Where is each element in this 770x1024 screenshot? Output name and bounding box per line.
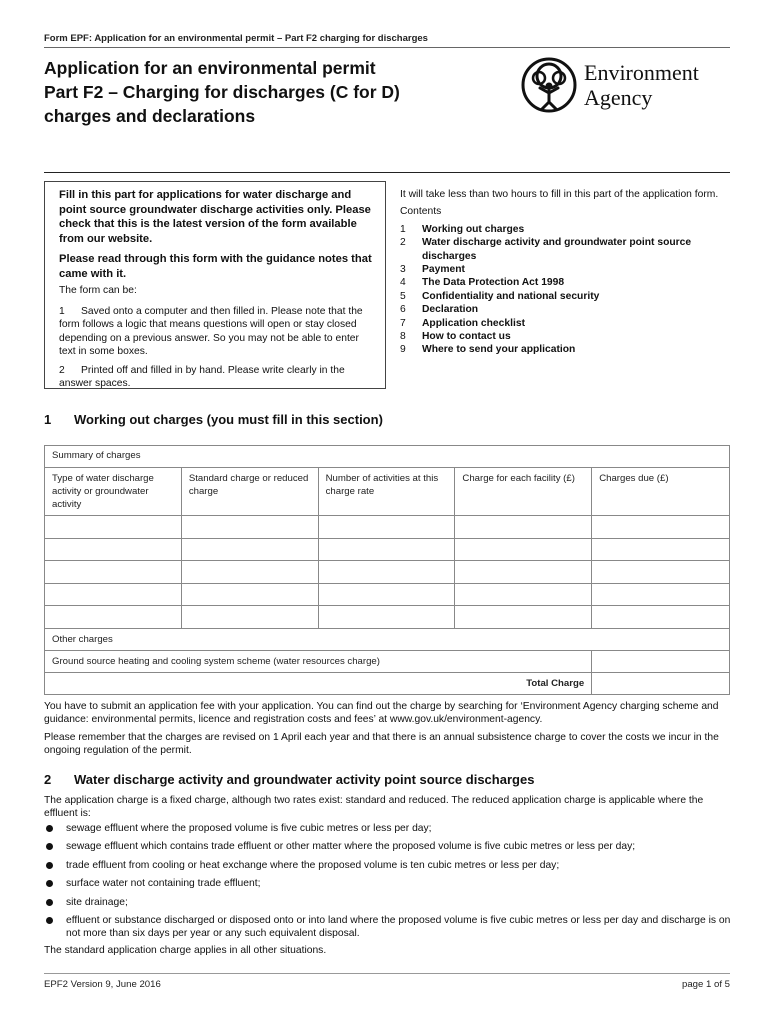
activity-count-field[interactable]: [318, 583, 455, 606]
option-number: 1: [59, 305, 65, 317]
contents-number: 5: [400, 290, 406, 302]
activity-type-field[interactable]: [45, 516, 182, 539]
ground-source-charge-field[interactable]: [592, 650, 730, 672]
column-header: Number of activities at this charge rate: [318, 468, 455, 516]
form-version: EPF2 Version 9, June 2016: [44, 979, 161, 990]
intro-guidance-note: Please read through this form with the guidance notes that came with it.: [59, 253, 372, 280]
contents-number: 2: [400, 237, 406, 249]
facility-charge-field[interactable]: [455, 606, 592, 629]
total-charge-label: Total Charge: [45, 672, 592, 694]
column-header: Charge for each facility (£): [455, 468, 592, 516]
section-number: 2: [44, 772, 52, 787]
activity-count-field[interactable]: [318, 516, 455, 539]
list-item-text: effluent or substance discharged or disposed onto or into land where the proposed volume is five cubic metres or less per day and discharge is on not more than six days per year or any such equivalent disposal.: [66, 915, 731, 940]
contents-item[interactable]: [400, 303, 730, 316]
charges-due-field[interactable]: [592, 538, 730, 561]
charge-rate-field[interactable]: [181, 516, 318, 539]
activity-count-field[interactable]: [318, 561, 455, 584]
contents-item[interactable]: [400, 276, 730, 289]
table-summary-row: [45, 446, 730, 468]
bullet-icon: [44, 914, 66, 941]
charge-revision-note: Please remember that the charges are revised on 1 April each year and that there is an annual subsistence charge to cover the costs we incur in the ongoing regulation of the permit.: [44, 732, 719, 757]
bullet-icon: [44, 822, 66, 835]
title-line-1: Application for an environmental permit: [44, 58, 376, 78]
contents-item[interactable]: [400, 236, 730, 263]
intro-box: [44, 181, 386, 389]
charges-due-field[interactable]: [592, 583, 730, 606]
page-title: [44, 56, 464, 128]
time-note: It will take less than two hours to fill in this part of the application form.: [400, 189, 719, 200]
activity-type-field[interactable]: [45, 538, 182, 561]
total-charge-field[interactable]: [592, 672, 730, 694]
summary-label: Summary of charges: [45, 446, 730, 468]
contents-item[interactable]: [400, 223, 730, 236]
bullet-icon: [44, 840, 66, 853]
contents-label: How to contact us: [422, 331, 511, 343]
contents-item[interactable]: [400, 290, 730, 303]
charges-due-field[interactable]: [592, 561, 730, 584]
column-header: Type of water discharge activity or groundwater activity: [45, 468, 182, 516]
option-text: Printed off and filled in by hand. Please write clearly in the answer spaces.: [59, 364, 345, 389]
contents-item[interactable]: [400, 330, 730, 343]
list-item: [44, 859, 734, 872]
facility-charge-field[interactable]: [455, 516, 592, 539]
facility-charge-field[interactable]: [455, 538, 592, 561]
contents-label: Application checklist: [422, 317, 525, 329]
list-item-text: surface water not containing trade effluent;: [66, 878, 261, 890]
header-divider: [44, 172, 730, 173]
list-item: [44, 840, 734, 853]
section-2-intro: The application charge is a fixed charge, although two rates exist: standard and reduced. The reduced application charge is applicable where the effluent is:: [44, 795, 704, 820]
contents-number: 3: [400, 264, 406, 276]
contents-label: Where to send your application: [422, 344, 576, 356]
top-divider: [44, 47, 730, 48]
column-header: Charges due (£): [592, 468, 730, 516]
table-row: [45, 516, 730, 539]
title-line-2: Part F2 – Charging for discharges (C for D): [44, 82, 400, 102]
facility-charge-field[interactable]: [455, 583, 592, 606]
contents-number: 4: [400, 277, 406, 289]
list-item-text: sewage effluent which contains trade effluent or other matter where the proposed volume is five cubic metres or less per day;: [66, 841, 636, 853]
section-2-heading: [44, 772, 534, 787]
contents-label: Working out charges: [422, 223, 525, 235]
intro-option-2: [59, 364, 375, 391]
total-row: [45, 672, 730, 694]
list-item-text: sewage effluent where the proposed volume is five cubic metres or less per day;: [66, 823, 432, 834]
bullet-icon: [44, 877, 66, 890]
table-row: [45, 538, 730, 561]
logo-line-2: Agency: [584, 85, 653, 110]
section-1-heading: [44, 412, 383, 427]
bullet-icon: [44, 859, 66, 872]
contents-label: Confidentiality and national security: [422, 290, 600, 302]
table-header-row: [45, 468, 730, 516]
logo-wordmark: [584, 60, 699, 110]
contents-item[interactable]: [400, 263, 730, 276]
form-reference: Form EPF: Application for an environmental permit – Part F2 charging for discharges: [44, 33, 428, 44]
page-number: page 1 of 5: [681, 979, 730, 990]
table-row: [45, 561, 730, 584]
table-row: [45, 606, 730, 629]
contents-title: Contents: [400, 206, 442, 218]
reduced-charge-list: [44, 822, 734, 946]
contents-label: Payment: [422, 264, 465, 276]
table-row: [45, 583, 730, 606]
contents-list: [400, 223, 730, 357]
list-item-text: site drainage;: [66, 896, 128, 908]
option-number: 2: [59, 364, 65, 376]
logo-line-1: Environment: [584, 60, 699, 85]
section-title: Working out charges (you must fill in this section): [74, 412, 383, 427]
list-item: [44, 822, 734, 835]
bullet-icon: [44, 896, 66, 909]
environment-agency-logo: [520, 56, 735, 116]
column-header: Standard charge or reduced charge: [181, 468, 318, 516]
charges-due-field[interactable]: [592, 516, 730, 539]
title-line-3: charges and declarations: [44, 106, 256, 126]
charge-rate-field[interactable]: [181, 538, 318, 561]
activity-type-field[interactable]: [45, 583, 182, 606]
ground-source-label: Ground source heating and cooling system scheme (water resources charge): [45, 650, 592, 672]
tree-person-icon: [520, 56, 578, 114]
standard-charge-note: The standard application charge applies in all other situations.: [44, 945, 327, 956]
activity-type-field[interactable]: [45, 606, 182, 629]
contents-number: 8: [400, 331, 406, 343]
contents-item[interactable]: [400, 317, 730, 330]
list-item-text: trade effluent from cooling or heat exchange where the proposed volume is ten cubic metres or less per day;: [66, 859, 560, 871]
activity-count-field[interactable]: [318, 606, 455, 629]
footer-divider: [44, 973, 730, 974]
facility-charge-field[interactable]: [455, 561, 592, 584]
application-fee-note: You have to submit an application fee with your application. You can find out the charge by searching for ‘Environment Agency charging scheme and guidance: environmental permits, licence and registration costs and fees’ at www.gov.uk/environment-agency.: [44, 701, 719, 726]
contents-number: 1: [400, 223, 406, 235]
charge-rate-field[interactable]: [181, 583, 318, 606]
charge-rate-field[interactable]: [181, 561, 318, 584]
ground-source-row: [45, 650, 730, 672]
list-item: [44, 896, 734, 909]
activity-count-field[interactable]: [318, 538, 455, 561]
contents-column: [400, 188, 730, 357]
activity-type-field[interactable]: [45, 561, 182, 584]
list-item: [44, 877, 734, 890]
charges-table: [44, 445, 730, 695]
intro-option-1: [59, 305, 375, 359]
list-item: [44, 914, 734, 941]
contents-number: 6: [400, 304, 406, 316]
other-charges-label: Other charges: [45, 628, 730, 650]
section-number: 1: [44, 412, 52, 427]
intro-instructions: Fill in this part for applications for water discharge and point source groundwater discharge activities only. Please check that this is the latest version of the form available from our website.: [59, 189, 371, 245]
contents-label: Water discharge activity and groundwater point source discharges: [422, 237, 692, 262]
charges-due-field[interactable]: [592, 606, 730, 629]
other-charges-row: [45, 628, 730, 650]
contents-number: 9: [400, 344, 406, 356]
option-text: Saved onto a computer and then filled in. Please note that the form follows a logic that means questions will open or stay closed depending on a previous answer. So you may not be able to enter text in some boxes.: [59, 305, 363, 358]
contents-item[interactable]: [400, 343, 730, 356]
section-title: Water discharge activity and groundwater activity point source discharges: [74, 772, 535, 787]
contents-label: Declaration: [422, 304, 479, 316]
charge-rate-field[interactable]: [181, 606, 318, 629]
contents-number: 7: [400, 317, 406, 329]
contents-label: The Data Protection Act 1998: [422, 277, 565, 289]
intro-can-be: The form can be:: [59, 284, 137, 296]
